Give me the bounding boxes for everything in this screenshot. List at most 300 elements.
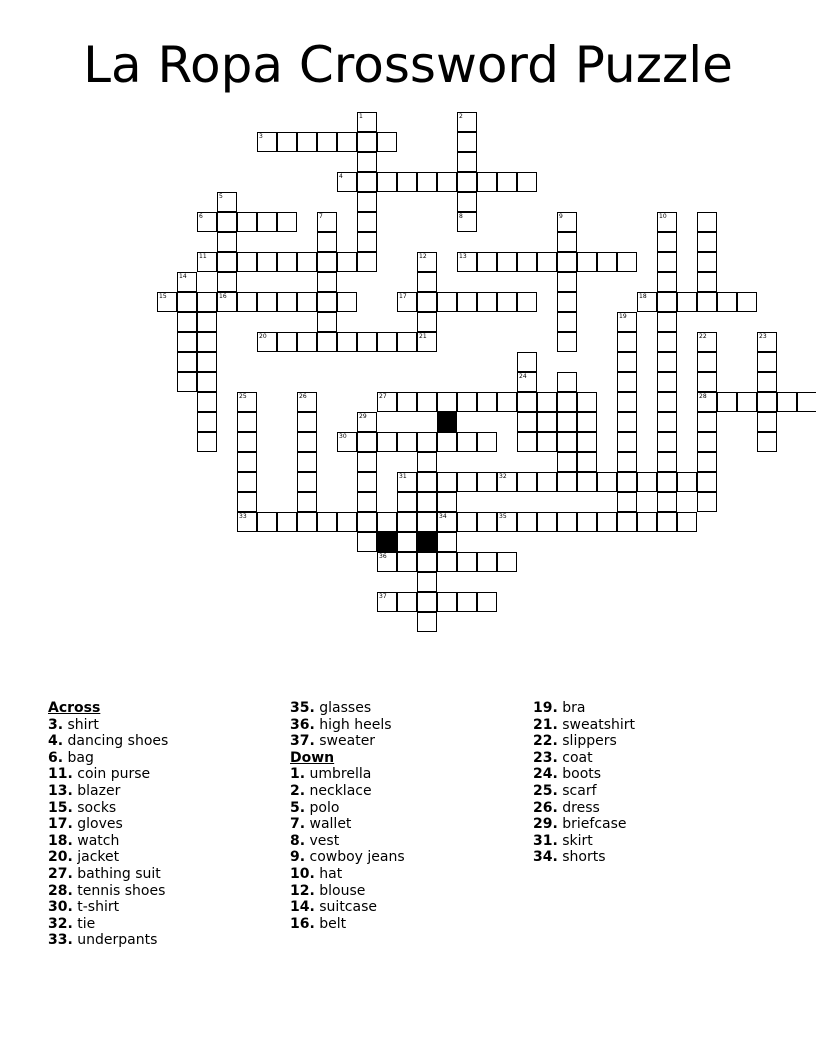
grid-cell[interactable]	[437, 532, 457, 552]
grid-cell[interactable]	[277, 212, 297, 232]
grid-cell[interactable]	[277, 512, 297, 532]
grid-cell[interactable]	[337, 512, 357, 532]
grid-cell[interactable]	[697, 412, 717, 432]
grid-cell[interactable]	[217, 292, 237, 312]
grid-cell[interactable]	[457, 432, 477, 452]
grid-cell[interactable]	[617, 372, 637, 392]
grid-cell[interactable]	[457, 392, 477, 412]
grid-cell[interactable]	[237, 252, 257, 272]
grid-cell[interactable]	[657, 292, 677, 312]
grid-cell[interactable]	[297, 432, 317, 452]
clue-number: 27	[379, 393, 387, 400]
grid-cell[interactable]	[177, 352, 197, 372]
grid-cell[interactable]	[577, 432, 597, 452]
grid-cell[interactable]	[197, 312, 217, 332]
grid-cell[interactable]	[437, 472, 457, 492]
grid-cell[interactable]	[357, 472, 377, 492]
grid-cell[interactable]	[557, 392, 577, 412]
grid-cell[interactable]	[477, 172, 497, 192]
grid-cell[interactable]	[297, 512, 317, 532]
grid-cell[interactable]	[697, 232, 717, 252]
down-clue	[290, 800, 520, 817]
grid-cell[interactable]	[517, 292, 537, 312]
grid-cell[interactable]	[557, 272, 577, 292]
grid-cell[interactable]	[517, 412, 537, 432]
grid-cell[interactable]	[177, 312, 197, 332]
clue-text: necklace	[305, 782, 372, 799]
grid-cell[interactable]	[197, 292, 217, 312]
grid-cell[interactable]	[697, 292, 717, 312]
grid-cell[interactable]	[697, 352, 717, 372]
grid-cell[interactable]	[417, 492, 437, 512]
grid-cell[interactable]	[237, 412, 257, 432]
grid-cell[interactable]	[617, 472, 637, 492]
grid-cell[interactable]	[317, 212, 337, 232]
grid-cell[interactable]	[557, 512, 577, 532]
clue-number: 21.	[533, 716, 558, 733]
grid-cell[interactable]	[557, 412, 577, 432]
grid-cell[interactable]	[617, 392, 637, 412]
grid-cell[interactable]	[497, 512, 517, 532]
grid-cell[interactable]	[397, 492, 417, 512]
grid-cell[interactable]	[457, 592, 477, 612]
clue-number: 15	[159, 293, 167, 300]
grid-cell[interactable]	[497, 552, 517, 572]
clue-text: t-shirt	[72, 899, 120, 916]
grid-cell[interactable]	[597, 472, 617, 492]
grid-cell[interactable]	[557, 372, 577, 392]
grid-cell[interactable]	[437, 172, 457, 192]
grid-cell[interactable]	[457, 192, 477, 212]
grid-cell[interactable]	[317, 252, 337, 272]
grid-cell[interactable]	[657, 312, 677, 332]
down-clue	[290, 883, 520, 900]
grid-cell[interactable]	[417, 552, 437, 572]
grid-cell[interactable]	[417, 172, 437, 192]
grid-cell[interactable]	[757, 392, 777, 412]
grid-cell[interactable]	[417, 612, 437, 632]
grid-cell[interactable]	[737, 392, 757, 412]
grid-cell[interactable]	[457, 472, 477, 492]
grid-cell[interactable]	[457, 512, 477, 532]
grid-cell[interactable]	[417, 592, 437, 612]
grid-cell[interactable]	[397, 552, 417, 572]
grid-cell[interactable]	[577, 252, 597, 272]
down-clue	[533, 816, 763, 833]
grid-cell[interactable]	[657, 212, 677, 232]
grid-cell[interactable]	[497, 472, 517, 492]
grid-cell[interactable]	[557, 292, 577, 312]
grid-cell[interactable]	[477, 472, 497, 492]
grid-cell[interactable]	[677, 512, 697, 532]
grid-cell[interactable]	[237, 292, 257, 312]
grid-cell[interactable]	[537, 392, 557, 412]
grid-cell[interactable]	[297, 132, 317, 152]
grid-cell[interactable]	[197, 392, 217, 412]
grid-cell[interactable]	[397, 292, 417, 312]
grid-cell[interactable]	[337, 332, 357, 352]
grid-cell[interactable]	[657, 492, 677, 512]
grid-cell[interactable]	[397, 392, 417, 412]
grid-cell[interactable]	[697, 492, 717, 512]
grid-block	[437, 412, 457, 432]
grid-cell[interactable]	[477, 432, 497, 452]
grid-cell[interactable]	[657, 232, 677, 252]
grid-cell[interactable]	[617, 312, 637, 332]
grid-cell[interactable]	[357, 172, 377, 192]
grid-cell[interactable]	[197, 332, 217, 352]
grid-cell[interactable]	[357, 212, 377, 232]
across-clue	[290, 700, 520, 717]
grid-cell[interactable]	[577, 452, 597, 472]
grid-cell[interactable]	[417, 292, 437, 312]
grid-cell[interactable]	[357, 412, 377, 432]
clue-text: briefcase	[557, 816, 627, 833]
clue-number: 25.	[533, 782, 558, 799]
grid-cell[interactable]	[457, 252, 477, 272]
grid-cell[interactable]	[357, 492, 377, 512]
grid-cell[interactable]	[237, 392, 257, 412]
grid-cell[interactable]	[537, 432, 557, 452]
grid-cell[interactable]	[517, 172, 537, 192]
grid-cell[interactable]	[277, 252, 297, 272]
grid-cell[interactable]	[497, 172, 517, 192]
grid-cell[interactable]	[357, 192, 377, 212]
grid-cell[interactable]	[637, 512, 657, 532]
grid-cell[interactable]	[657, 412, 677, 432]
grid-cell[interactable]	[597, 252, 617, 272]
grid-cell[interactable]	[317, 132, 337, 152]
clue-text: blazer	[72, 782, 121, 799]
grid-cell[interactable]	[297, 412, 317, 432]
grid-cell[interactable]	[417, 312, 437, 332]
grid-cell[interactable]	[177, 332, 197, 352]
grid-cell[interactable]	[777, 392, 797, 412]
grid-cell[interactable]	[697, 332, 717, 352]
grid-cell[interactable]	[177, 272, 197, 292]
grid-cell[interactable]	[217, 212, 237, 232]
grid-cell[interactable]	[257, 292, 277, 312]
grid-cell[interactable]	[197, 212, 217, 232]
grid-cell[interactable]	[517, 252, 537, 272]
grid-cell[interactable]	[577, 412, 597, 432]
clue-number: 19.	[533, 700, 558, 716]
grid-cell[interactable]	[617, 332, 637, 352]
grid-cell[interactable]	[397, 512, 417, 532]
grid-cell[interactable]	[417, 572, 437, 592]
clue-text: tennis shoes	[72, 882, 166, 899]
grid-cell[interactable]	[257, 252, 277, 272]
grid-cell[interactable]	[457, 212, 477, 232]
grid-cell[interactable]	[417, 512, 437, 532]
grid-cell[interactable]	[737, 292, 757, 312]
grid-cell[interactable]	[417, 392, 437, 412]
clue-number: 29.	[533, 816, 558, 833]
grid-cell[interactable]	[517, 372, 537, 392]
grid-cell[interactable]	[517, 352, 537, 372]
across-clue	[48, 866, 278, 883]
grid-cell[interactable]	[237, 512, 257, 532]
clue-number: 24.	[533, 766, 558, 783]
grid-cell[interactable]	[357, 112, 377, 132]
grid-cell[interactable]	[337, 172, 357, 192]
grid-cell[interactable]	[557, 232, 577, 252]
grid-cell[interactable]	[357, 432, 377, 452]
grid-cell[interactable]	[197, 252, 217, 272]
grid-cell[interactable]	[497, 392, 517, 412]
grid-cell[interactable]	[657, 392, 677, 412]
grid-cell[interactable]	[357, 252, 377, 272]
grid-cell[interactable]	[537, 252, 557, 272]
grid-cell[interactable]	[577, 512, 597, 532]
grid-cell[interactable]	[617, 492, 637, 512]
grid-cell[interactable]	[757, 372, 777, 392]
grid-cell[interactable]	[317, 332, 337, 352]
grid-cell[interactable]	[577, 392, 597, 412]
grid-cell[interactable]	[457, 172, 477, 192]
grid-cell[interactable]	[437, 432, 457, 452]
grid-cell[interactable]	[217, 252, 237, 272]
grid-cell[interactable]	[557, 452, 577, 472]
grid-cell[interactable]	[317, 312, 337, 332]
grid-cell[interactable]	[657, 352, 677, 372]
grid-cell[interactable]	[377, 432, 397, 452]
grid-cell[interactable]	[417, 432, 437, 452]
grid-cell[interactable]	[517, 392, 537, 412]
grid-cell[interactable]	[377, 392, 397, 412]
grid-cell[interactable]	[477, 252, 497, 272]
across-clue	[48, 717, 278, 734]
grid-cell[interactable]	[557, 472, 577, 492]
clue-text: blouse	[314, 882, 366, 899]
grid-cell[interactable]	[697, 372, 717, 392]
grid-cell[interactable]	[277, 292, 297, 312]
grid-cell[interactable]	[357, 452, 377, 472]
grid-cell[interactable]	[397, 592, 417, 612]
grid-cell[interactable]	[197, 352, 217, 372]
grid-cell[interactable]	[277, 132, 297, 152]
grid-cell[interactable]	[697, 392, 717, 412]
grid-cell[interactable]	[797, 392, 816, 412]
grid-cell[interactable]	[297, 492, 317, 512]
grid-cell[interactable]	[317, 292, 337, 312]
grid-cell[interactable]	[757, 352, 777, 372]
down-clue	[290, 783, 520, 800]
grid-cell[interactable]	[657, 452, 677, 472]
grid-cell[interactable]	[697, 452, 717, 472]
grid-cell[interactable]	[517, 512, 537, 532]
across-clue	[48, 849, 278, 866]
grid-cell[interactable]	[617, 352, 637, 372]
grid-cell[interactable]	[257, 332, 277, 352]
grid-cell[interactable]	[437, 392, 457, 412]
grid-cell[interactable]	[557, 432, 577, 452]
grid-cell[interactable]	[537, 512, 557, 532]
grid-cell[interactable]	[697, 252, 717, 272]
grid-cell[interactable]	[477, 592, 497, 612]
grid-cell[interactable]	[477, 552, 497, 572]
grid-cell[interactable]	[657, 512, 677, 532]
grid-cell[interactable]	[517, 472, 537, 492]
grid-cell[interactable]	[557, 212, 577, 232]
grid-cell[interactable]	[417, 252, 437, 272]
grid-cell[interactable]	[397, 432, 417, 452]
grid-cell[interactable]	[657, 432, 677, 452]
grid-cell[interactable]	[397, 532, 417, 552]
grid-cell[interactable]	[317, 272, 337, 292]
grid-cell[interactable]	[757, 412, 777, 432]
grid-cell[interactable]	[497, 252, 517, 272]
grid-cell[interactable]	[337, 292, 357, 312]
grid-cell[interactable]	[297, 252, 317, 272]
grid-cell[interactable]	[417, 452, 437, 472]
clue-text: scarf	[557, 782, 597, 799]
grid-cell[interactable]	[697, 272, 717, 292]
grid-cell[interactable]	[237, 492, 257, 512]
grid-cell[interactable]	[257, 212, 277, 232]
grid-cell[interactable]	[237, 432, 257, 452]
clue-text: boots	[557, 766, 602, 783]
grid-cell[interactable]	[637, 292, 657, 312]
grid-cell[interactable]	[197, 372, 217, 392]
grid-block	[377, 532, 397, 552]
grid-cell[interactable]	[277, 332, 297, 352]
grid-cell[interactable]	[397, 172, 417, 192]
grid-cell[interactable]	[457, 292, 477, 312]
grid-cell[interactable]	[457, 112, 477, 132]
grid-cell[interactable]	[657, 252, 677, 272]
across-heading: Across	[48, 700, 101, 716]
grid-cell[interactable]	[377, 332, 397, 352]
grid-cell[interactable]	[617, 452, 637, 472]
grid-cell[interactable]	[657, 472, 677, 492]
grid-cell[interactable]	[197, 432, 217, 452]
grid-cell[interactable]	[617, 252, 637, 272]
grid-cell[interactable]	[357, 132, 377, 152]
grid-cell[interactable]	[577, 472, 597, 492]
clue-number: 23	[759, 333, 767, 340]
grid-cell[interactable]	[437, 592, 457, 612]
grid-cell[interactable]	[357, 512, 377, 532]
grid-cell[interactable]	[497, 292, 517, 312]
grid-cell[interactable]	[337, 432, 357, 452]
grid-cell[interactable]	[757, 432, 777, 452]
grid-cell[interactable]	[557, 312, 577, 332]
grid-cell[interactable]	[417, 272, 437, 292]
grid-cell[interactable]	[517, 432, 537, 452]
grid-cell[interactable]	[397, 472, 417, 492]
grid-cell[interactable]	[257, 512, 277, 532]
clue-number: 23.	[533, 749, 558, 766]
grid-block	[417, 532, 437, 552]
grid-cell[interactable]	[217, 272, 237, 292]
grid-cell[interactable]	[757, 332, 777, 352]
grid-cell[interactable]	[417, 472, 437, 492]
grid-cell[interactable]	[477, 512, 497, 532]
clue-number: 37	[379, 593, 387, 600]
grid-cell[interactable]	[677, 472, 697, 492]
grid-cell[interactable]	[697, 472, 717, 492]
grid-cell[interactable]	[557, 332, 577, 352]
grid-cell[interactable]	[417, 332, 437, 352]
grid-cell[interactable]	[257, 132, 277, 152]
grid-cell[interactable]	[237, 212, 257, 232]
grid-cell[interactable]	[177, 372, 197, 392]
grid-cell[interactable]	[357, 532, 377, 552]
grid-cell[interactable]	[717, 292, 737, 312]
grid-cell[interactable]	[377, 132, 397, 152]
grid-cell[interactable]	[357, 152, 377, 172]
grid-cell[interactable]	[217, 192, 237, 212]
clue-number: 9.	[290, 849, 306, 866]
grid-cell[interactable]	[637, 472, 657, 492]
grid-cell[interactable]	[337, 252, 357, 272]
grid-cell[interactable]	[237, 452, 257, 472]
grid-cell[interactable]	[437, 512, 457, 532]
clue-number: 34	[439, 513, 447, 520]
grid-cell[interactable]	[177, 292, 197, 312]
grid-cell[interactable]	[217, 232, 237, 252]
grid-cell[interactable]	[557, 252, 577, 272]
grid-cell[interactable]	[377, 592, 397, 612]
grid-cell[interactable]	[437, 552, 457, 572]
across-clue	[48, 733, 278, 750]
grid-cell[interactable]	[657, 332, 677, 352]
grid-cell[interactable]	[597, 512, 617, 532]
grid-cell[interactable]	[357, 232, 377, 252]
grid-cell[interactable]	[537, 412, 557, 432]
grid-cell[interactable]	[297, 472, 317, 492]
grid-cell[interactable]	[617, 512, 637, 532]
grid-cell[interactable]	[317, 232, 337, 252]
across-clue	[290, 717, 520, 734]
grid-cell[interactable]	[397, 332, 417, 352]
grid-cell[interactable]	[697, 432, 717, 452]
grid-cell[interactable]	[657, 272, 677, 292]
clue-text: gloves	[72, 816, 123, 833]
grid-cell[interactable]	[677, 292, 697, 312]
grid-cell[interactable]	[377, 172, 397, 192]
grid-cell[interactable]	[457, 152, 477, 172]
grid-cell[interactable]	[157, 292, 177, 312]
grid-cell[interactable]	[477, 292, 497, 312]
grid-cell[interactable]	[357, 332, 377, 352]
grid-cell[interactable]	[297, 392, 317, 412]
grid-cell[interactable]	[437, 292, 457, 312]
grid-cell[interactable]	[297, 452, 317, 472]
grid-cell[interactable]	[657, 372, 677, 392]
grid-cell[interactable]	[317, 512, 337, 532]
grid-cell[interactable]	[297, 332, 317, 352]
grid-cell[interactable]	[477, 392, 497, 412]
grid-cell[interactable]	[617, 412, 637, 432]
grid-cell[interactable]	[377, 552, 397, 572]
grid-cell[interactable]	[717, 392, 737, 412]
grid-cell[interactable]	[457, 552, 477, 572]
grid-cell[interactable]	[297, 292, 317, 312]
grid-cell[interactable]	[437, 492, 457, 512]
clue-number: 4	[339, 173, 343, 180]
grid-cell[interactable]	[377, 512, 397, 532]
grid-cell[interactable]	[617, 432, 637, 452]
grid-cell[interactable]	[237, 472, 257, 492]
grid-cell[interactable]	[697, 212, 717, 232]
grid-cell[interactable]	[197, 412, 217, 432]
grid-cell[interactable]	[537, 472, 557, 492]
grid-cell[interactable]	[457, 132, 477, 152]
clue-number: 5	[219, 193, 223, 200]
grid-cell[interactable]	[337, 132, 357, 152]
